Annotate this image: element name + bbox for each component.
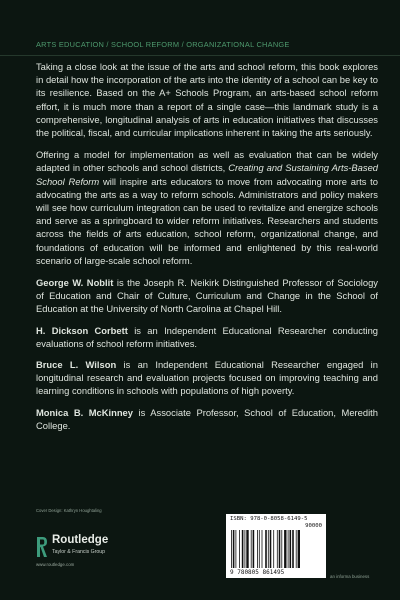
isbn-barcode [226, 514, 326, 578]
routledge-logo-icon [36, 536, 48, 558]
cover-design-credit: Cover Design: Kathryn Houghtaling [36, 508, 102, 513]
description-paragraph-1: Taking a close look at the issue of the arts and school reform, this book explores in detail how the incorporation of the arts into the identity of a school can be key to its resilience. Based on the A+ Schools Program, an arts-based school reform effort, it is much more than a report of a single case—this landmark study is a comprehensive, longitudinal analysis of arts in education initiatives that discusses the political, fiscal, and curricular implications inherent in taking the arts seriously. [36, 61, 378, 139]
informa-tagline: an informa business [330, 574, 370, 579]
author-bio-corbett [36, 324, 378, 350]
description-paragraph-2 [36, 148, 378, 267]
description-p2-end: will inspire arts educators to move from advocating more arts to advocating the arts as a way to reform schools. Administrators and policy makers will see how curriculum integration can be used to revitalize and energize schools and serve as a springboard to wider reform initiatives. Researchers and students across the fields of arts education, school reform, organizational change, and foundations of education will be informed and enlightened by this real-world scenario of large-scale school reform. [36, 175, 378, 266]
author-name: George W. Noblit [36, 277, 114, 289]
author-bio-text: is the Joseph R. Neikirk Distinguished Professor of Sociology of Education and Chair of Culture, Curriculum and Change in the School of Education at the University of North Carolina at Chapel Hill. [36, 277, 378, 315]
author-bio-mckinney [36, 406, 378, 432]
header-divider [0, 55, 400, 56]
description-p2-start: Offering a model for implementation as well as evaluation that can be widely adapted in other schools and school districts, [36, 149, 378, 174]
back-cover-text [36, 60, 378, 440]
price-code: 90000 [305, 523, 322, 529]
author-bio-wilson [36, 358, 378, 398]
author-bio-text: is Associate Professor, School of Education, Meredith College. [36, 406, 378, 431]
publisher-url: www.routledge.com [36, 562, 75, 567]
author-bio-noblit [36, 276, 378, 316]
author-name: Bruce L. Wilson [36, 359, 117, 371]
author-name: Monica B. McKinney [36, 406, 133, 418]
author-name: H. Dickson Corbett [36, 324, 128, 336]
category-header: ARTS EDUCATION / SCHOOL REFORM / ORGANIZATIONAL CHANGE [36, 40, 290, 49]
publisher-group: Taylor & Francis Group [52, 549, 106, 555]
book-title: Creating and Sustaining Arts-Based School Reform [36, 162, 378, 187]
publisher-name: Routledge [52, 534, 109, 546]
barcode-digits: 9 780805 861495 [230, 569, 285, 576]
isbn-text: ISBN: 978-0-8058-6149-5 [230, 516, 308, 522]
barcode-bars [230, 530, 322, 568]
author-bio-text: is an Independent Educational Researcher engaged in longitudinal research and evaluation projects focused on improving teaching and learning conditions in schools with populations of high poverty. [36, 359, 378, 397]
author-bio-text: is an Independent Educational Researcher conducting evaluations of school reform initiatives. [36, 324, 379, 349]
publisher-block [36, 534, 156, 574]
